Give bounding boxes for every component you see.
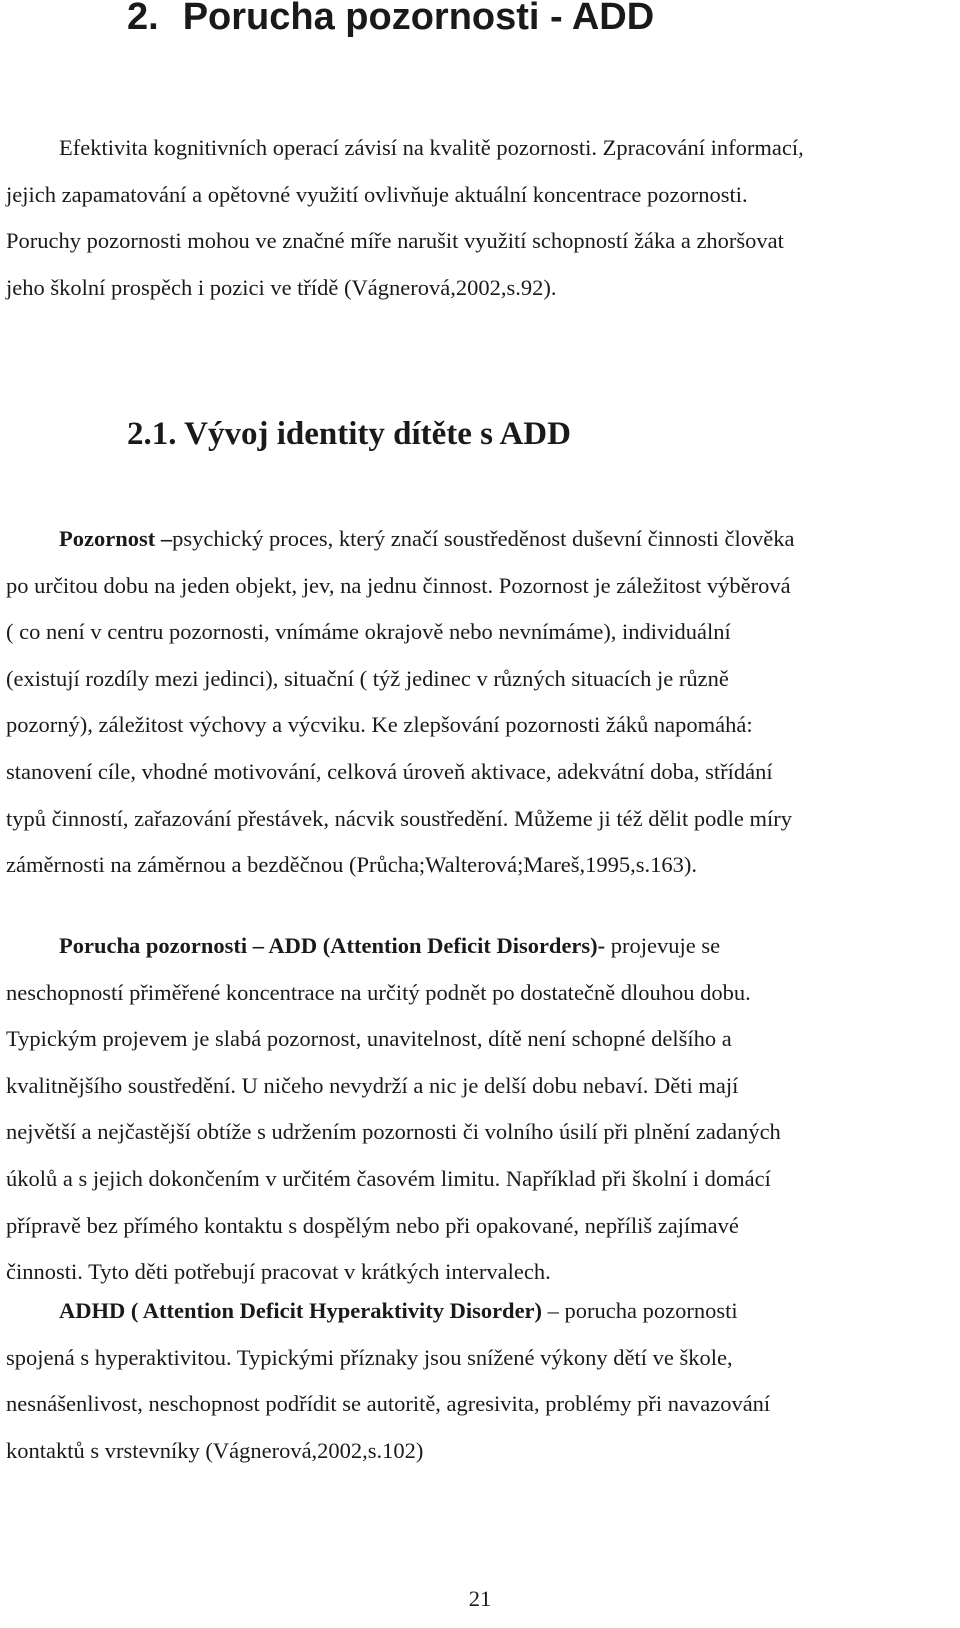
- add-line-8: činnosti. Tyto děti potřebují pracovat v krátkých intervalech.: [6, 1259, 551, 1285]
- chapter-number: 2.: [127, 0, 159, 38]
- chapter-title: Porucha pozornosti - ADD: [182, 0, 655, 38]
- pozornost-line-7: typů činností, zařazování přestávek, nácvik soustředění. Můžeme ji též dělit podle míry: [6, 805, 793, 831]
- add-line-4: kvalitnějšího soustředění. U ničeho nevydrží a nic je delší dobu nebaví. Děti mají: [6, 1072, 739, 1098]
- add-line-3: Typickým projevem je slabá pozornost, unavitelnost, dítě není schopné delšího a: [6, 1026, 732, 1052]
- add-paragraph: [6, 923, 946, 1296]
- add-line-5: největší a nejčastější obtíže s udržením pozornosti či volního úsilí při plnění zadaných: [6, 1119, 781, 1145]
- add-line-6: úkolů a s jejich dokončením v určitém časovém limitu. Například při školní i domácí: [6, 1165, 771, 1191]
- adhd-line-1: [6, 1288, 946, 1335]
- add-term: Porucha pozornosti – ADD (Attention Deficit Disorders)-: [59, 933, 606, 958]
- add-line-1: [6, 923, 946, 970]
- adhd-line-2: spojená s hyperaktivitou. Typickými příznaky jsou snížené výkony dětí ve škole,: [6, 1344, 733, 1370]
- adhd-paragraph: [6, 1288, 946, 1474]
- add-line-1-rest: projevuje se: [605, 933, 721, 958]
- chapter-heading: [127, 0, 654, 40]
- pozornost-line-1: [6, 516, 946, 563]
- add-line-7: přípravě bez přímého kontaktu s dospělým nebo při opakované, nepříliš zajímavé: [6, 1212, 739, 1238]
- intro-line-3: Poruchy pozornosti mohou ve značné míře narušit využití schopností žáka a zhoršovat: [6, 228, 784, 254]
- add-line-2: neschopností přiměřené koncentrace na určitý podnět po dostatečně dlouhou dobu.: [6, 979, 751, 1005]
- adhd-line-1-rest: – porucha pozornosti: [542, 1298, 738, 1323]
- adhd-line-3: nesnášenlivost, neschopnost podřídit se autoritě, agresivita, problémy při navazování: [6, 1391, 771, 1417]
- pozornost-line-3: ( co není v centru pozornosti, vnímáme okrajově nebo nevnímáme), individuální: [6, 619, 731, 645]
- pozornost-line-2: po určitou dobu na jeden objekt, jev, na jednu činnost. Pozornost je záležitost výběrová: [6, 572, 791, 598]
- page-number: 21: [468, 1586, 492, 1611]
- pozornost-line-6: stanovení cíle, vhodné motivování, celková úroveň aktivace, adekvátní doba, střídání: [6, 758, 773, 784]
- section-heading: 2.1. Vývoj identity dítěte s ADD: [127, 416, 571, 452]
- pozornost-line-5: pozorný), záležitost výchovy a výcviku. Ke zlepšování pozornosti žáků napomáhá:: [6, 712, 753, 738]
- intro-line-2: jejich zapamatování a opětovné využití ovlivňuje aktuální koncentrace pozornosti.: [6, 181, 748, 207]
- adhd-term: ADHD ( Attention Deficit Hyperaktivity Disorder): [59, 1298, 543, 1323]
- intro-line-4: jeho školní prospěch i pozici ve třídě (Vágnerová,2002,s.92).: [6, 274, 557, 300]
- pozornost-line-1-rest: psychický proces, který značí soustředěnost duševní činnosti člověka: [172, 526, 795, 551]
- pozornost-line-4: (existují rozdíly mezi jedinci), situační ( týž jedinec v různých situacích je různě: [6, 665, 729, 691]
- intro-line-1: Efektivita kognitivních operací závisí na kvalitě pozornosti. Zpracování informací,: [59, 135, 804, 160]
- pozornost-paragraph: [6, 516, 946, 889]
- intro-paragraph: [6, 125, 946, 311]
- pozornost-line-8: záměrnosti na záměrnou a bezděčnou (Průcha;Walterová;Mareš,1995,s.163).: [6, 852, 698, 878]
- adhd-line-4: kontaktů s vrstevníky (Vágnerová,2002,s.102): [6, 1437, 424, 1463]
- pozornost-term: Pozornost –: [59, 526, 173, 551]
